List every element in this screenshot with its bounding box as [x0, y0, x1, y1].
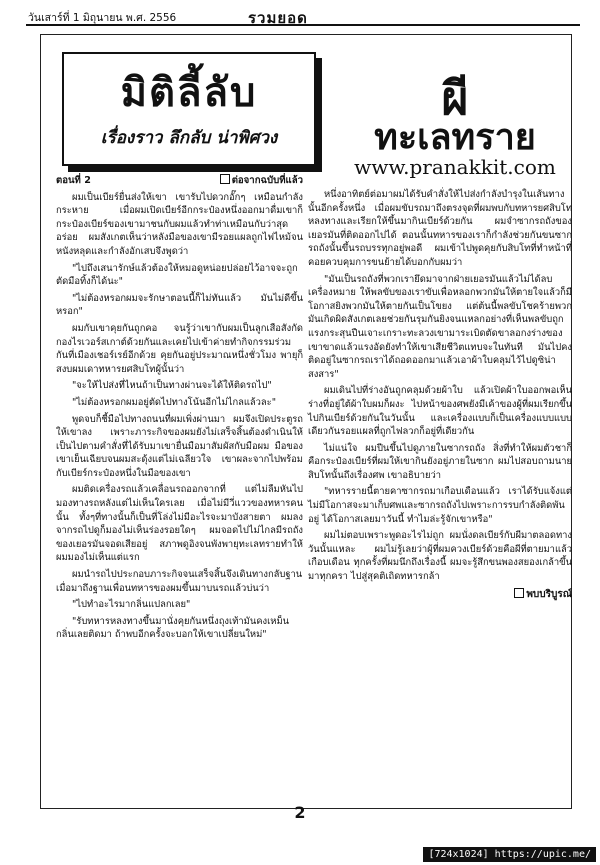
page-number: 2: [294, 803, 306, 822]
left-paragraph: พูดจบก็ชี้มือไปทางถนนที่ผมเพิ่งผ่านมา ผมจึงเปิดประตูรถให้เขาลง เพราะภาระกิจของผมยังไม่เสร็จสิ้นต้องดำเนินให้เป็นไปตามคำสั่งที่ได้รับมาเขายื่นมือมาสัมผัสกับมือผม มือของเขาเย็นเฉียบจนผมสะดุ้งแต่ไม่เฉลียวใจ เขาผละจากไปพร้อมกับเบียร์กระป๋องหนึ่งในมือของเขา: [56, 413, 303, 479]
left-paragraph: ผมติดเครื่องรถแล้วเคลื่อนรถออกจากที่ แต่ไม่ลืมหันไปมองทางรถหลังแต่ไม่เห็นใครเลย เมื่อไม่มีวี่แววของทหารคนนั้น ทั้งๆที่ทางนั้นก็เป็นที่โล่งไม่มีอะไรจะมาบังสายตา ผมลงจากรถไปดูก็มองไม่เห็นร่องรอยใดๆ ผมจอดไปไม่ไกลมีรถถังของเยอรมันจอดเสียอยู่ สภาพดูอิงจนพังพายุทะเลทรายทำให้ผมมองไม่เห็นแต่แรก: [56, 484, 303, 564]
box-icon: [220, 174, 230, 184]
left-paragraph: "ไม่ต้องหรอกผมจะรักษาตอนนี้ก็ไม่ทันแล้ว มันไม่ดีขึ้นหรอก": [56, 292, 303, 318]
story-title-line1: ผี: [441, 71, 469, 125]
column-title-box: [62, 52, 316, 166]
header-divider: [26, 24, 580, 26]
left-paragraph: ผมกับเขาคุยกันถูกคอ จนรู้ว่าเขากับผมเป็นลูกเสือสังกัดกองไรเวอร์สเกาต์ด้วยกันและเคยไปเข้าค่ายทำกิจกรรมร่วมกันที่เมืองเชอร์เรย์อีกด้วย คุยกันอยู่ประมาณหนึ่งชั่วโมง พายุก็สงบผมเดาทหารยศสิบโทผู้นั้นว่า: [56, 322, 303, 375]
right-paragraph: ผมไม่ตอบเพราะพูดอะไรไม่ถูก ผมนั่งดลเบียร์กับผีมาตลอดทางวันนั้นแหละ ผมไม่รู้เลยว่าผู้ที่ผมควงเบียร์ด้วยคือผีที่ตายมาแล้วเกือบเดือน ทุกครั้งที่ผมนึกถึงเรื่องนี้ ผมจะรู้สึกขนพองสยองเกล้าขึ้นมาทุกครา ไปสู่สุคติเถิดทหารกล้า: [308, 530, 572, 583]
right-paragraph: ไม่แน่ใจ ผมปีนขึ้นไปดูภายในซากรถถัง สิ่งที่ทำให้ผมตัวชาก็คือกระป๋องเบียร์ที่ผมให้เขากินยังอยู่ภายในซาก ผมไปสอบถามนายสิบโทนั้นถึงเรื่องศพ เขาอธิบายว่า: [308, 442, 572, 481]
right-column: [308, 188, 572, 601]
column-subtitle: เรื่องราว ลึกลับ น่าพิศวง: [100, 128, 278, 148]
source-watermark: [724x1024] https://upic.me/: [423, 847, 596, 862]
continued-text: ต่อจากฉบับที่แล้ว: [231, 175, 303, 186]
signoff-text: พบบริบูรณ์: [526, 588, 572, 600]
left-column: [56, 174, 303, 645]
continued-note: [220, 174, 303, 188]
left-paragraph: "ไปทำอะไรมากลิ่นแปลกเลย": [72, 599, 191, 611]
column-title: มิติลี้ลับ: [120, 70, 258, 116]
story-title-line2: ทะเลทราย: [374, 116, 536, 158]
right-paragraph: หนึ่งอาทิตย์ต่อมาผมได้รับคำสั่งให้ไปส่งกำลังบำรุงในเส้นทางนั้นอีกครั้งหนึ่ง เมื่อผมขับรถมาถึงตรงจุดที่ผมพบกับทหารยศสิบโทหลงทางและเรียกให้ขึ้นมากินเบียร์ด้วยกัน ผมจำซากรถถังของเยอรมันที่ติดออกไปได้ ตอนนั้นทหารของเราก็กำลังช่วยกันขนซากรถถังนั้นขึ้นรถบรรทุกอยู่พอดี ผมเข้าไปพูดคุยกับสิบโทที่ทำหน้าที่คอยควบคุมการขนย้ายได้บอกกับผมว่า: [308, 189, 572, 268]
left-paragraph: "ไปถึงเสนารักษ์แล้วต้องให้หมอดูหน่อยปล่อยไว้อาจจะถูกตัดมือทิ้งก็ได้นะ": [56, 262, 298, 288]
publication-logo: รวมยอด: [248, 10, 308, 27]
right-paragraph: "ทหารรายนี้ตายคาซากรถมาเกือบเดือนแล้ว เราได้รับแจ้งแต่ไม่มีโอกาสจะมาเก็บศพและซากรถถังไปเพราะการรบกำลังติดพันอยู่ ได้โอกาสเลยมาวันนี้ ทำไมล่ะรู้จักเขาหรือ": [308, 486, 572, 525]
left-paragraph: "จะให้ไปส่งที่ไหนถ้าเป็นทางผ่านจะได้ให้ติดรถไป": [72, 380, 272, 392]
issue-date: วันเสาร์ที่ 1 มิถุนายน พ.ศ. 2556: [28, 12, 177, 24]
box-icon: [514, 588, 524, 598]
website-link[interactable]: www.pranakkit.com: [354, 155, 556, 179]
left-paragraph: "รับทหารหลงทางขึ้นมานั่งคุยกันหนึ่งถุงเท้ามันคงเหม็นกลิ่นเลยติดมา ถ้าพบอีกครั้งจะบอกให้เขาเปลี่ยนใหม่": [56, 615, 290, 641]
episode-label: ตอนที่ 2: [56, 175, 91, 186]
episode-row: [56, 174, 303, 188]
right-paragraph: ผมเดินไปที่ร่างอันถูกคลุมด้วยผ้าใบ แล้วเปิดผ้าใบออกพอเห็นร่างที่อยู่ใต้ผ้าใบผมก็ผงะ ไปหน้าของศพยังมีเค้าของผู้ที่ผมเรียกขึ้นไปกินเบียร์ด้วยกันในวันนั้น และเครื่องแบบก็เป็นเครื่องแบบแบบเดียวกันรอยแผลที่ถูกไฟลวกก็อยู่ที่เดียวกัน: [308, 385, 572, 438]
left-paragraph: ผมนำรถไปประกอบภาระกิจจนเสร็จสิ้นจึงเดินทางกลับฐาน เมื่อมาถึงฐานเพื่อนทหารของผมขึ้นมาบนรถแล้วบ่นว่า: [56, 569, 303, 594]
left-paragraph: "ไม่ต้องหรอกผมอยู่ตัดไปทางโน้นอีกไม่ไกลแล้วละ": [72, 396, 277, 408]
signoff: [308, 588, 572, 602]
right-paragraph: "มันเป็นรถถังที่พวกเรายึดมาจากฝ่ายเยอรมันแล้วไม่ได้ลบเครื่องหมาย ให้พลขับของเราขับเพื่อหลอกพวกมันให้ตายใจแล้วก็มีโอกาสยิงพวกมันให้ตายกันเป็นโขยง แต่ต้นนี้พลขับโชคร้ายพวกมันเกิดผิดสังเกตเลยช่วยกันรุมกันยิงจนแหลกอย่างที่เห็นพลขับถูกแรงกระสุนปืนเจาะเกราะทะลวงเขามาระเบิดตัดขาลอกงร่างของเขาขาดแล้วแรงอัดยังทำให้เขาเสียชีวิตแทบจะในทันที มันไปคงติดอยู่ในซากรถเราได้ถอดออกมาแล้วเอาผ้าใบคลุมไว้ไปดูซิน่าสงสาร": [308, 273, 572, 380]
left-paragraph: ผมเป็นเบียร์ยื่นส่งให้เขา เขารับไปดวกอั๊กๆ เหมือนกำลังกระหาย เมื่อผมเปิดเบียร์อีกกระป๋องหนึ่งออกมาดื่มเขาก็กระป๋องเบียร์ของเขามาชนกับผมแล้วทำท่าเหมือนกับว่าสุดอร่อย ผมสังเกตเห็นว่าหลังมือของเขามีรอยแผลถูกไฟไหม้จนหนังหลุดและกำลังอักเสบจึงพูดว่า: [56, 191, 303, 257]
